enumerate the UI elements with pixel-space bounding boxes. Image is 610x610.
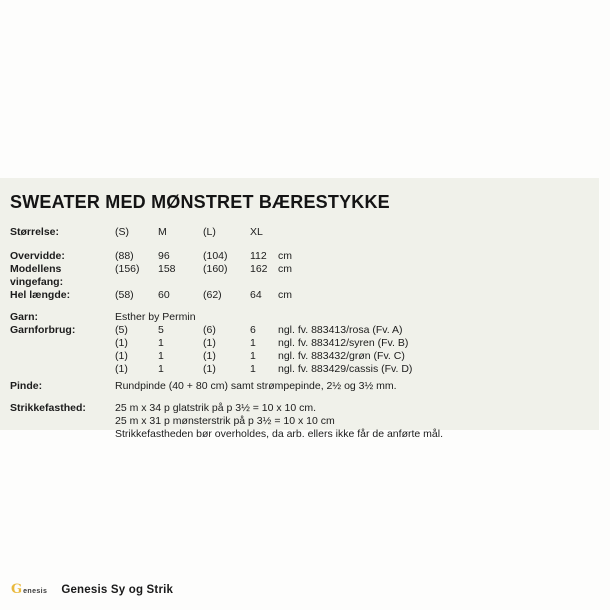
size-label: Størrelse:: [10, 226, 60, 238]
cell-xl: 64: [250, 289, 262, 301]
logo-word: enesis: [23, 588, 48, 595]
row-label: Hel længde:: [10, 289, 71, 301]
colorway: ngl. fv. 883432/grøn (Fv. C): [278, 350, 405, 362]
gauge-line: 25 m x 34 p glatstrik på p 3½ = 10 x 10 cm.: [115, 402, 317, 414]
measurements-table: [10, 250, 587, 302]
cell-m: 1: [158, 350, 164, 362]
size-header-row: [10, 226, 587, 239]
cell-s: (88): [115, 250, 134, 262]
cell-m: 1: [158, 337, 164, 349]
cell-unit: cm: [278, 263, 292, 275]
yarn-usage-row: [10, 350, 587, 363]
cell-s: (5): [115, 324, 128, 336]
cell-l: (104): [203, 250, 228, 262]
needles-value: Rundpinde (40 + 80 cm) samt strømpepinde, 2½ og 3½ mm.: [115, 380, 397, 392]
cell-xl: 1: [250, 363, 256, 375]
cell-s: (1): [115, 350, 128, 362]
cell-l: (1): [203, 363, 216, 375]
cell-xl: 112: [250, 250, 267, 262]
logo-g-glyph: G: [11, 582, 23, 597]
cell-unit: cm: [278, 250, 292, 262]
yarn-name: Esther by Permin: [115, 311, 196, 323]
yarn-label: Garn:: [10, 311, 39, 323]
colorway: ngl. fv. 883413/rosa (Fv. A): [278, 324, 403, 336]
yarn-row: [10, 311, 587, 324]
page-title: SWEATER MED MØNSTRET BÆRESTYKKE: [10, 192, 390, 212]
genesis-logo-icon[interactable]: [11, 583, 47, 596]
yarn-section: [10, 311, 587, 376]
shop-footer: [11, 583, 173, 596]
colorway: ngl. fv. 883412/syren (Fv. B): [278, 337, 409, 349]
size-s: (S): [115, 226, 129, 238]
shop-brand-name[interactable]: Genesis Sy og Strik: [61, 583, 174, 596]
size-l: (L): [203, 226, 216, 238]
row-label: Overvidde:: [10, 250, 65, 262]
yarn-usage-row: [10, 324, 587, 337]
row-label: Modellens vingefang:: [10, 263, 64, 288]
gauge-label: Strikkefasthed:: [10, 402, 86, 414]
cell-m: 96: [158, 250, 170, 262]
yarn-usage-row: [10, 363, 587, 376]
table-row: [10, 289, 587, 302]
cell-l: (160): [203, 263, 228, 275]
colorway: ngl. fv. 883429/cassis (Fv. D): [278, 363, 413, 375]
cell-m: 1: [158, 363, 164, 375]
size-m: M: [158, 226, 167, 238]
yarn-usage-row: [10, 337, 587, 350]
cell-m: 5: [158, 324, 164, 336]
cell-m: 60: [158, 289, 170, 301]
cell-s: (156): [115, 263, 140, 275]
cell-unit: cm: [278, 289, 292, 301]
gauge-line: 25 m x 31 p mønsterstrik på p 3½ = 10 x 10 cm: [115, 415, 335, 427]
cell-l: (1): [203, 350, 216, 362]
needles-row: [10, 380, 587, 393]
table-row: [10, 250, 587, 263]
cell-l: (1): [203, 337, 216, 349]
cell-xl: 1: [250, 350, 256, 362]
cell-l: (6): [203, 324, 216, 336]
cell-s: (58): [115, 289, 134, 301]
size-xl: XL: [250, 226, 263, 238]
yarn-usage-label: Garnforbrug:: [10, 324, 76, 336]
pattern-sheet: [0, 178, 599, 440]
gauge-section: [10, 402, 587, 441]
cell-xl: 6: [250, 324, 256, 336]
cell-xl: 1: [250, 337, 256, 349]
needles-label: Pinde:: [10, 380, 43, 392]
cell-s: (1): [115, 337, 128, 349]
cell-m: 158: [158, 263, 176, 275]
table-row: [10, 263, 587, 289]
cell-s: (1): [115, 363, 128, 375]
gauge-line: Strikkefastheden bør overholdes, da arb. ellers ikke får de anførte mål.: [115, 428, 443, 440]
cell-l: (62): [203, 289, 222, 301]
cell-xl: 162: [250, 263, 268, 275]
